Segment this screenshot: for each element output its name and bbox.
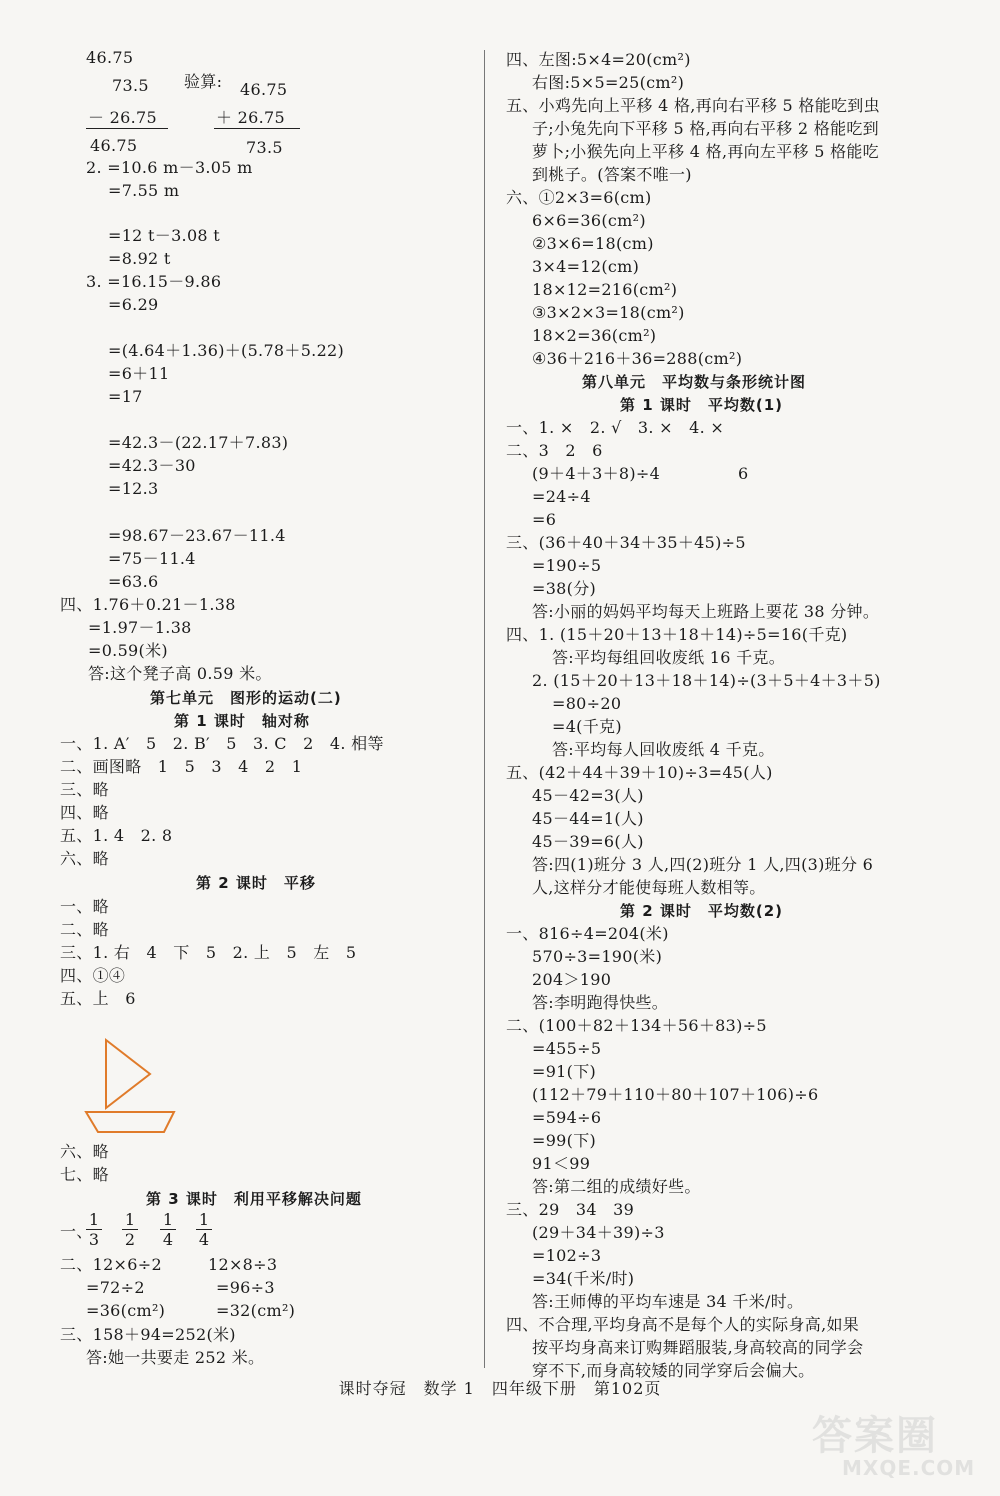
q4-line-3: =0.59(米) (88, 641, 168, 660)
u8l2-q4-line-2: 按平均身高来订购舞蹈服装,身高较高的同学会 (532, 1338, 864, 1357)
fraction-4 (196, 1210, 212, 1249)
r-q6-line-6: ③3×2×3=18(cm²) (532, 303, 685, 322)
u7l3-q2-right-3: =32(cm²) (216, 1301, 296, 1320)
r-q5-line-1: 五、小鸡先向上平移 4 格,再向右平移 5 格能吃到虫 (506, 96, 880, 115)
u8l1-q5-line-3: 45－44=1(人) (532, 809, 644, 828)
q3-line-11: =63.6 (108, 572, 159, 591)
subtraction-rule (86, 128, 168, 129)
u7l3-q2-left-2: =72÷2 (86, 1278, 145, 1297)
u7l1-q2: 二、画图略 1 5 3 4 2 1 (60, 757, 303, 776)
u7l2-q2: 二、略 (60, 920, 109, 939)
check-addend: 46.75 (240, 80, 288, 99)
u8l2-q1: 一、816÷4=204(米) (506, 924, 669, 943)
u8l1-q3-line-3: =38(分) (532, 579, 597, 598)
u8l1-q2-line-3: =24÷4 (532, 487, 591, 506)
q3-line-1: 3. =16.15－9.86 (86, 272, 222, 291)
u8l2-q3-line-4: =34(千米/时) (532, 1269, 635, 1288)
watermark-logo (812, 1404, 982, 1484)
u8l1-q3: 三、(36＋40＋34＋35＋45)÷5 (506, 533, 746, 552)
u8l2-q2: 二、(100＋82＋134＋56＋83)÷5 (506, 1016, 767, 1035)
u8l2-q2-answer: 答:第二组的成绩好些。 (532, 1177, 701, 1196)
q3-line-5: =17 (108, 387, 143, 406)
fraction-2-denominator: 2 (124, 1230, 136, 1249)
u8l1-q5-line-2: 45－42=3(人) (532, 786, 644, 805)
r-q4-line-1: 四、左图:5×4=20(cm²) (506, 50, 691, 69)
subtraction-minuend: 73.5 (112, 76, 149, 95)
fraction-2-numerator: 1 (122, 1210, 138, 1230)
u8l2-q3-line-2: (29＋34＋39)÷3 (532, 1223, 665, 1242)
u8l2-q2-line-5: =594÷6 (532, 1108, 602, 1127)
u7l1-q5: 五、1. 4 2. 8 (60, 826, 173, 845)
u8l2-q2-line-7: 91＜99 (532, 1154, 591, 1173)
r-q5-line-3: 萝卜;小猴先向上平移 4 格,再向左平移 5 格能吃 (532, 142, 879, 161)
fraction-1-numerator: 1 (86, 1210, 102, 1230)
u8l1-q4-2: 2. (15＋20＋13＋18＋14)÷(3＋5＋4＋3＋5) (532, 671, 881, 690)
fraction-3 (160, 1210, 176, 1249)
u7l2-q3: 三、1. 右 4 下 5 2. 上 5 左 5 (60, 943, 357, 962)
u8l2-q1-line-2: 570÷3=190(米) (532, 947, 663, 966)
r-q6-line-8: ④36＋216＋36=288(cm²) (532, 349, 743, 368)
fraction-4-denominator: 4 (198, 1230, 210, 1249)
lesson-3-heading: 第 3 课时 利用平移解决问题 (146, 1190, 362, 1208)
q4-line-1: 四、1.76＋0.21－1.38 (60, 595, 236, 614)
unit-8-heading: 第八单元 平均数与条形统计图 (582, 373, 807, 391)
q3-line-10: =75－11.4 (108, 549, 196, 568)
u8l1-q2-line-2: (9＋4＋3＋8)÷4 (532, 464, 661, 483)
check-label: 验算: (184, 72, 223, 91)
q3-line-4: =6＋11 (108, 364, 170, 383)
fraction-3-numerator: 1 (160, 1210, 176, 1230)
u7l1-q4: 四、略 (60, 803, 109, 822)
r-q6-line-5: 18×12=216(cm²) (532, 280, 678, 299)
r-q6-line-4: 3×4=12(cm) (532, 257, 640, 276)
q4-answer: 答:这个凳子高 0.59 米。 (88, 664, 272, 683)
q3-line-6: =42.3－(22.17＋7.83) (108, 433, 289, 452)
u8l1-q4-2-line-3: =4(千克) (552, 717, 622, 736)
u8l1-q5-answer-2: 人,这样分才能使每班人数相等。 (532, 878, 766, 897)
r-q5-line-4: 到桃子。(答案不唯一) (532, 165, 692, 184)
u8l1-q3-answer: 答:小丽的妈妈平均每天上班路上要花 38 分钟。 (532, 602, 880, 621)
u8l2-q3: 三、29 34 39 (506, 1200, 635, 1219)
u8l1-q5: 五、(42＋44＋39＋10)÷3=45(人) (506, 763, 773, 782)
column-divider (484, 50, 485, 1368)
check-rule (214, 128, 300, 129)
u8l1-q2-result: 6 (738, 464, 749, 483)
q2-line-1: 2. =10.6 m－3.05 m (86, 158, 253, 177)
q3-line-8: =12.3 (108, 479, 159, 498)
u7l3-q1-label: 一、 (60, 1222, 93, 1241)
r-q5-line-2: 子;小兔先向下平移 5 格,再向右平移 2 格能吃到 (532, 119, 879, 138)
u8-lesson-2-heading: 第 2 课时 平均数(2) (620, 902, 784, 920)
u8l1-q4-2-line-2: =80÷20 (552, 694, 622, 713)
subtraction-minuend-check: 46.75 (86, 48, 134, 67)
boat-hull (86, 1112, 174, 1132)
q2-line-4: =8.92 t (108, 249, 171, 268)
u7l3-q2-right-1: 12×8÷3 (208, 1255, 278, 1274)
u7l3-q3: 三、158＋94=252(米) (60, 1325, 236, 1344)
r-q4-line-2: 右图:5×5=25(cm²) (532, 73, 685, 92)
r-q6-line-7: 18×2=36(cm²) (532, 326, 657, 345)
u8l1-q4-2-answer: 答:平均每人回收废纸 4 千克。 (552, 740, 775, 759)
u8l1-q3-line-2: =190÷5 (532, 556, 602, 575)
u8l1-q5-line-4: 45－39=6(人) (532, 832, 644, 851)
fraction-1-denominator: 3 (88, 1230, 100, 1249)
q2-line-3: =12 t－3.08 t (108, 226, 221, 245)
fraction-3-denominator: 4 (162, 1230, 174, 1249)
u8-lesson-1-heading: 第 1 课时 平均数(1) (620, 396, 784, 414)
u8l1-q5-answer-1: 答:四(1)班分 3 人,四(2)班分 1 人,四(3)班分 6 (532, 855, 874, 874)
sailboat-drawing (82, 1036, 182, 1136)
u7l3-q2-left-3: =36(cm²) (86, 1301, 166, 1320)
u8l1-q2-line-4: =6 (532, 510, 557, 529)
u8l2-q2-line-2: =455÷5 (532, 1039, 602, 1058)
unit-7-heading: 第七单元 图形的运动(二) (150, 689, 342, 707)
u7l2-q6: 六、略 (60, 1142, 109, 1161)
q3-line-7: =42.3－30 (108, 456, 196, 475)
u8l1-q4-1-answer: 答:平均每组回收废纸 16 千克。 (552, 648, 786, 667)
u8l1-q2: 二、3 2 6 (506, 441, 603, 460)
q4-line-2: =1.97－1.38 (88, 618, 192, 637)
u8l1-q4-1: 四、1. (15＋20＋13＋18＋14)÷5=16(千克) (506, 625, 848, 644)
boat-sail (106, 1040, 150, 1108)
r-q6-line-2: 6×6=36(cm²) (532, 211, 646, 230)
q2-line-2: =7.55 m (108, 181, 180, 200)
u7l3-q2-left-1: 二、12×6÷2 (60, 1255, 162, 1274)
u8l2-q4-line-3: 穿不下,而身高较矮的同学穿后会偏大。 (532, 1361, 815, 1380)
subtraction-result: 46.75 (90, 136, 138, 155)
u8l2-q1-line-3: 204＞190 (532, 970, 612, 989)
fraction-4-numerator: 1 (196, 1210, 212, 1230)
r-q6-line-3: ②3×6=18(cm) (532, 234, 654, 253)
u8l2-q3-answer: 答:王师傅的平均车速是 34 千米/时。 (532, 1292, 804, 1311)
u7l1-q3: 三、略 (60, 780, 109, 799)
u7l3-q3-answer: 答:她一共要走 252 米。 (86, 1348, 265, 1367)
u7l1-q1: 一、1. A′ 5 2. B′ 5 3. C 2 4. 相等 (60, 734, 384, 753)
q3-line-9: =98.67－23.67－11.4 (108, 526, 286, 545)
u8l2-q2-line-3: =91(下) (532, 1062, 597, 1081)
q3-line-3: =(4.64＋1.36)＋(5.78＋5.22) (108, 341, 345, 360)
lesson-2-heading: 第 2 课时 平移 (196, 874, 316, 892)
q3-line-2: =6.29 (108, 295, 159, 314)
check-addend-2: ＋ 26.75 (216, 108, 285, 127)
fraction-2 (122, 1210, 138, 1249)
u8l2-q4-line-1: 四、不合理,平均身高不是每个人的实际身高,如果 (506, 1315, 860, 1334)
u7l1-q6: 六、略 (60, 849, 109, 868)
u8l2-q1-answer: 答:李明跑得快些。 (532, 993, 669, 1012)
u7l2-q4: 四、①④ (60, 966, 126, 985)
u8l1-q1: 一、1. × 2. √ 3. × 4. × (506, 418, 725, 437)
u7l2-q7: 七、略 (60, 1165, 109, 1184)
check-result: 73.5 (246, 138, 283, 157)
u7l2-q1: 一、略 (60, 897, 109, 916)
subtraction-subtrahend: － 26.75 (88, 108, 157, 127)
page-footer: 课时夺冠 数学 1 四年级下册 第102页 (338, 1379, 662, 1398)
u8l2-q3-line-3: =102÷3 (532, 1246, 602, 1265)
u8l2-q2-line-4: (112＋79＋110＋80＋107＋106)÷6 (532, 1085, 819, 1104)
u7l2-q5: 五、上 6 (60, 989, 136, 1008)
fraction-1 (86, 1210, 102, 1249)
r-q6-line-1: 六、①2×3=6(cm) (506, 188, 652, 207)
u8l2-q2-line-6: =99(下) (532, 1131, 597, 1150)
lesson-1-heading: 第 1 课时 轴对称 (174, 712, 310, 730)
u7l3-q2-right-2: =96÷3 (216, 1278, 275, 1297)
watermark-cn: 答案圈 (812, 1413, 938, 1459)
watermark-en: MXQE.COM (842, 1456, 976, 1480)
